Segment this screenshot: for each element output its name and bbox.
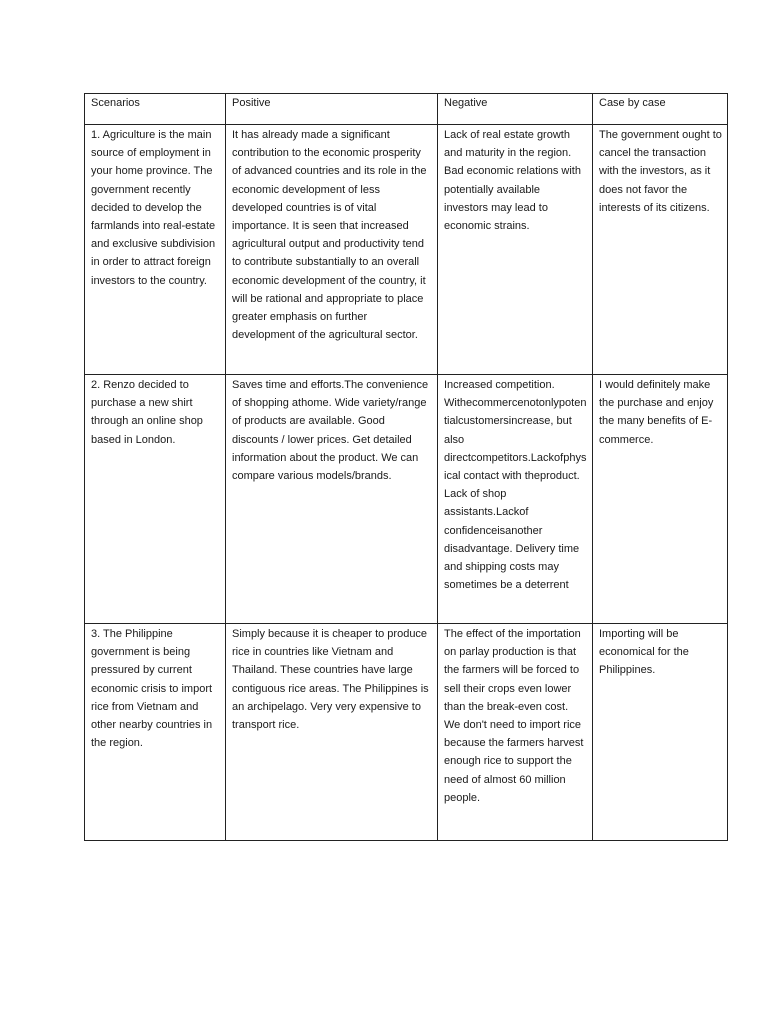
table-row [85,375,728,624]
scenarios-table [84,93,728,841]
cell-positive: Simply because it is cheaper to produce rice in countries like Vietnam and Thailand. These countries have large contiguous rice areas. The Philippines is an archipelago. Very very expensive to transport rice. [226,624,438,841]
header-scenarios: Scenarios [85,94,226,125]
header-positive: Positive [226,94,438,125]
table-header-row [85,94,728,125]
cell-scenario: 2. Renzo decided to purchase a new shirt through an online shop based in London. [85,375,226,624]
cell-negative: Lack of real estate growth and maturity in the region. Bad economic relations with potentially available investors may lead to economic strains. [438,125,593,375]
cell-case-by-case: The government ought to cancel the transaction with the investors, as it does not favor the interests of its citizens. [593,125,728,375]
cell-positive: It has already made a significant contribution to the economic prosperity of advanced countries and its role in the economic development of less developed countries is of vital importance. It is seen that increased agricultural output and productivity tend to contribute substantially to an overall economic development of the country, it will be rational and appropriate to place greater emphasis on further development of the agricultural sector. [226,125,438,375]
cell-scenario: 3. The Philippine government is being pressured by current economic crisis to import rice from Vietnam and other nearby countries in the region. [85,624,226,841]
cell-negative: Increased competition. Withecommercenotonlypotentialcustomersincrease, but also directcompetitors.Lackofphysical contact with theproduct. Lack of shop assistants.Lackof confidenceisanother disadvantage. Delivery time and shipping costs may sometimes be a deterrent [438,375,593,624]
cell-case-by-case: I would definitely make the purchase and enjoy the many benefits of E-commerce. [593,375,728,624]
header-case-by-case: Case by case [593,94,728,125]
cell-negative: The effect of the importation on parlay production is that the farmers will be forced to sell their crops even lower than the break-even cost. We don't need to import rice because the farmers harvest enough rice to support the need of almost 60 million people. [438,624,593,841]
cell-positive: Saves time and efforts.The convenience of shopping athome. Wide variety/range of products are available. Good discounts / lower prices. Get detailed information about the product. We can compare various models/brands. [226,375,438,624]
header-negative: Negative [438,94,593,125]
table-row [85,624,728,841]
cell-case-by-case: Importing will be economical for the Philippines. [593,624,728,841]
cell-scenario: 1. Agriculture is the main source of employment in your home province. The government recently decided to develop the farmlands into real-estate and exclusive subdivision in order to attract foreign investors to the country. [85,125,226,375]
table-row [85,125,728,375]
